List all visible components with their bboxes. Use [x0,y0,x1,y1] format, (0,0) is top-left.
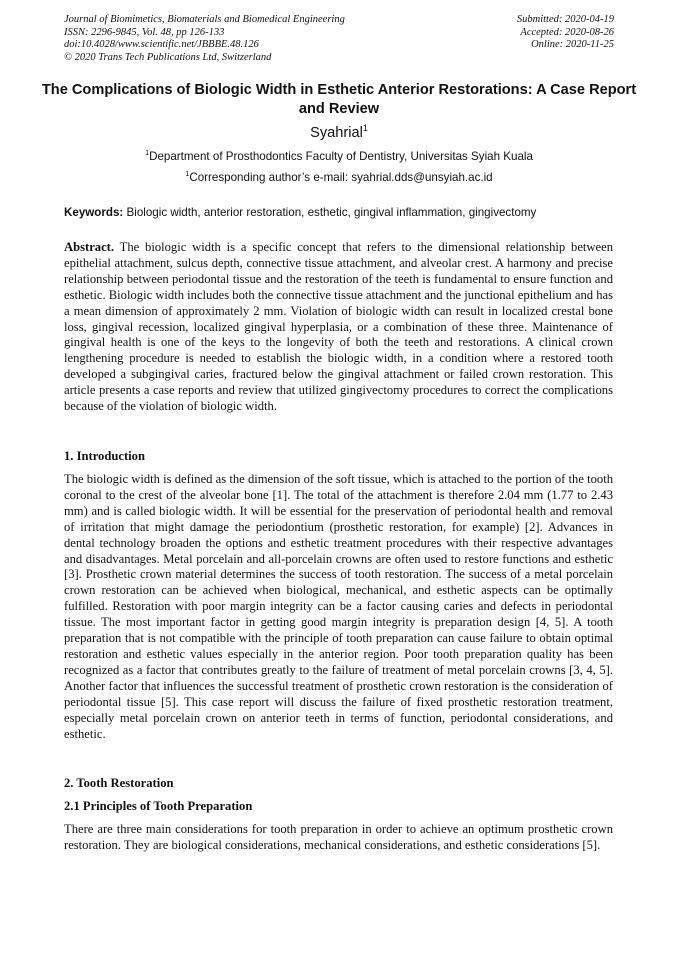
author-sup: 1 [362,123,368,134]
header-left [64,14,345,64]
keywords-label: Keywords: [64,206,124,219]
corresponding-text: Corresponding author’s e-mail: syahrial.dds@unsyiah.ac.id [189,171,493,184]
principles-text: There are three main considerations for tooth preparation in order to achieve an optimum prosthetic crown restoration. They are biological considerations, mechanical considerations, and esthetic considerations [5]. [64,822,613,852]
affiliation-sup: 1 [145,148,150,158]
author-name: Syahrial [310,125,363,141]
author-line [0,125,678,141]
abstract-label: Abstract. [64,240,115,254]
accepted-date: Accepted: 2020-08-26 [520,26,614,38]
section-heading-tooth-restoration: 2. Tooth Restoration [64,776,174,790]
journal-issn: ISSN: 2296-9845, Vol. 48, pp 126-133 [64,26,225,38]
affiliation-text: Department of Prosthodontics Faculty of Dentistry, Universitas Syiah Kuala [149,150,533,163]
subsection-heading-principles: 2.1 Principles of Tooth Preparation [64,799,253,813]
keywords-text: Biologic width, anterior restoration, esthetic, gingival inflammation, gingivectomy [126,206,537,219]
section-heading-introduction: 1. Introduction [64,449,145,463]
corresponding-author [0,171,678,184]
abstract-text: The biologic width is a specific concept that refers to the dimensional relationship between epithelial attachment, sulcus depth, connective tissue attachment, and alveolar crest. A harmony and precise relationship between periodontal tissue and the restoration of the teeth is fundamental to ensure function and esthetic. Biologic width includes both the connective tissue attachment and the junctional epithelium and has a mean dimension of approximately 2 mm. Violation of biologic width can result in localized crestal bone loss, gingival recession, localized gingival hyperplasia, or a combination of these three. Maintenance of gingival health is one of the keys to the longevity of both the teeth and restorations. A clinical crown lengthening procedure is needed to establish the biologic width, in a condition where a restored tooth developed a subgingival caries, fractured below the gingival attachment or failed crown restoration. This article presents a case reports and review that utilized gingivectomy procedures to correct the complications because of the violation of biologic width. [64,240,613,414]
keywords [64,206,614,219]
submitted-date: Submitted: 2020-04-19 [516,14,614,25]
corresponding-sup: 1 [185,169,190,179]
introduction-text: The biologic width is defined as the dimension of the soft tissue, which is attached to the portion of the tooth coronal to the crest of the alveolar bone [1]. The total of the attachment is therefore 2.04 mm (1.77 to 2.43 mm) and is called biologic width. It will be essential for the preservation of periodontal health and removal of irritation that might damage the periodontium (prosthetic restoration, for example) [2]. Advances in dental technology broaden the options and esthetic treatment procedures with their respective advantages and disadvantages. Metal porcelain and all-porcelain crowns are often used to restore functions and esthetic [3]. Prosthetic crown material determines the success of tooth restoration. The success of a metal porcelain crown restoration can be achieved when biological, mechanical, and esthetic aspects can be optimally fulfilled. Restoration with poor margin integrity can be a factor causing caries and defects in periodontal tissue. The most important factor in getting good margin integrity is preparation design [4, 5]. A tooth preparation that is not compatible with the principle of tooth preparation can cause failure to obtain optimal restoration and esthetic values especially in the anterior region. Poor tooth preparation quality has been recognized as a factor that contributes greatly to the failure of treatment of metal porcelain crowns [3, 4, 5]. Another factor that influences the successful treatment of prosthetic crown restoration is the consideration of periodontal tissue [5]. This case report will discuss the failure of fixed prosthetic restoration treatment, especially metal porcelain crown on anterior teeth in terms of function, periodontal considerations, and esthetic. [64,472,613,741]
journal-header [64,14,614,64]
journal-copyright: © 2020 Trans Tech Publications Ltd, Switzerland [64,51,272,63]
header-right [517,14,614,52]
journal-doi: doi:10.4028/www.scientific.net/JBBBE.48.126 [64,39,259,51]
abstract [64,240,613,415]
online-date: Online: 2020-11-25 [531,39,614,51]
affiliation [0,150,678,163]
paper-title: The Complications of Biologic Width in Esthetic Anterior Restorations: A Case Report and Review [41,82,637,117]
journal-name: Journal of Biomimetics, Biomaterials and Biomedical Engineering [64,14,345,25]
